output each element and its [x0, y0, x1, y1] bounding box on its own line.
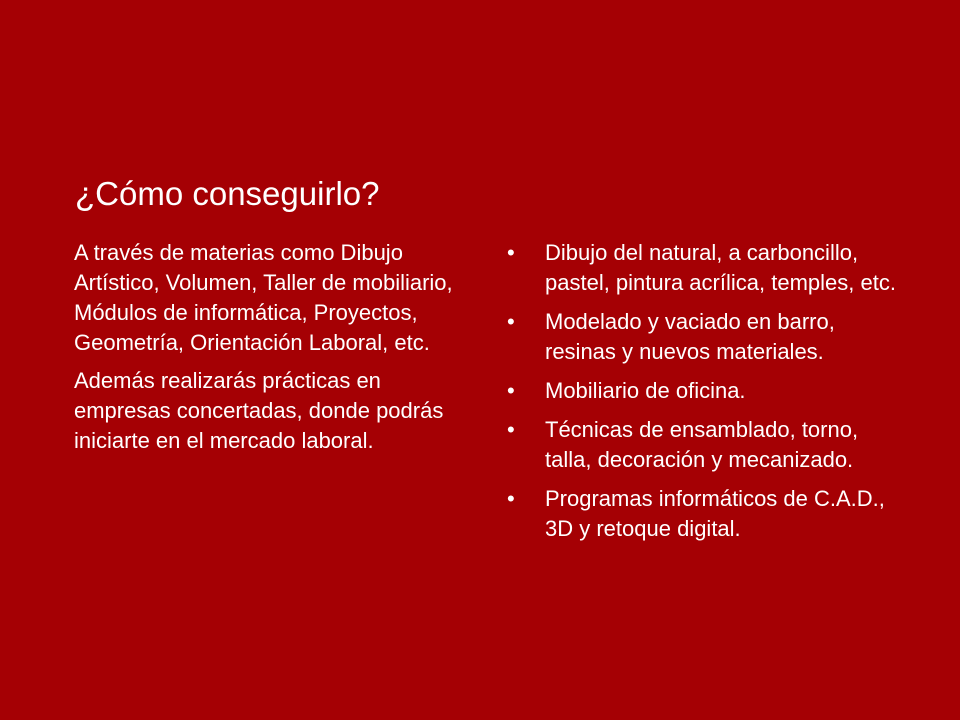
left-paragraph-2: Además realizarás prácticas en empresas concertadas, donde podrás iniciarte en el mercado laboral. — [74, 368, 444, 453]
bullet-icon: • — [507, 417, 515, 442]
bullet-text: Mobiliario de oficina. — [545, 378, 746, 403]
bullet-text: Dibujo del natural, a carboncillo, pastel, pintura acrílica, temples, etc. — [545, 240, 896, 295]
bullet-item — [506, 376, 906, 406]
bullet-item — [506, 238, 906, 298]
bullet-item — [506, 484, 906, 544]
bullet-text: Técnicas de ensamblado, torno, talla, decoración y mecanizado. — [545, 417, 859, 472]
bullet-icon: • — [507, 378, 515, 403]
bullet-text: Programas informáticos de C.A.D., 3D y retoque digital. — [545, 486, 885, 541]
bullet-icon: • — [507, 486, 515, 511]
bullet-item — [506, 415, 906, 475]
bullet-icon: • — [507, 240, 515, 265]
bullet-text: Modelado y vaciado en barro, resinas y nuevos materiales. — [545, 309, 835, 364]
bullet-item — [506, 307, 906, 367]
slide-title: ¿Cómo conseguirlo? — [75, 175, 380, 212]
left-paragraph-1: A través de materias como Dibujo Artístico, Volumen, Taller de mobiliario, Módulos de informática, Proyectos, Geometría, Orientación Laboral, etc. — [74, 240, 453, 355]
right-bullet-list — [506, 238, 906, 553]
bullet-icon: • — [507, 309, 515, 334]
left-column — [74, 238, 474, 464]
